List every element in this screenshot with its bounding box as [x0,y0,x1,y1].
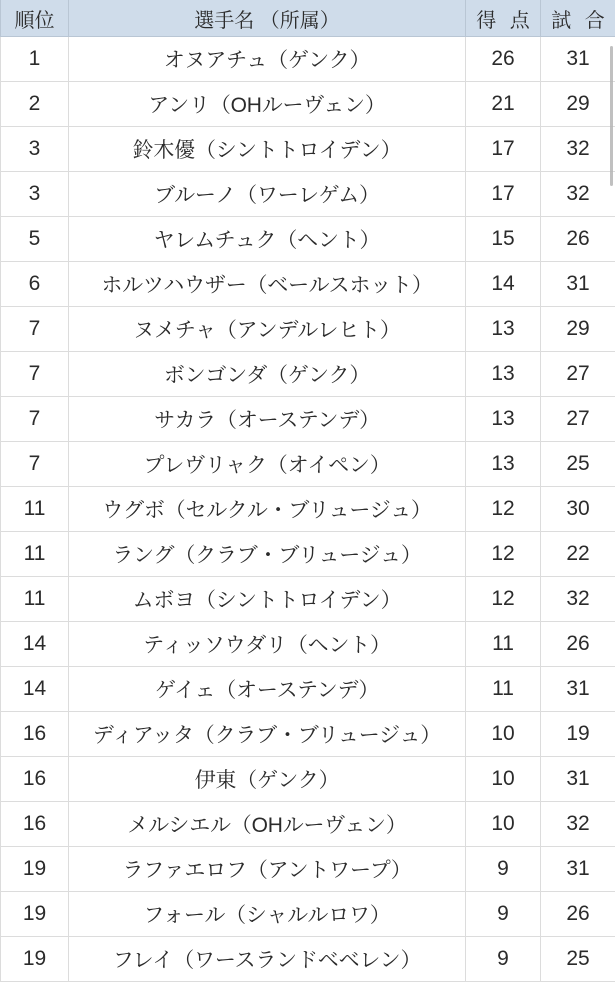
cell-rank: 7 [1,397,69,442]
cell-rank: 11 [1,532,69,577]
cell-player-name: ラング（クラブ・ブリュージュ） [69,532,466,577]
table-body [1,37,615,982]
table-row [1,262,615,307]
cell-goals: 9 [466,937,541,982]
table-row [1,307,615,352]
table-row [1,487,615,532]
table-row [1,667,615,712]
cell-games: 30 [541,487,615,532]
cell-games: 32 [541,127,615,172]
cell-player-name: ウグボ（セルクル・ブリュージュ） [69,487,466,532]
cell-player-name: アンリ（OHルーヴェン） [69,82,466,127]
cell-rank: 16 [1,802,69,847]
cell-rank: 6 [1,262,69,307]
cell-goals: 12 [466,532,541,577]
cell-player-name: 伊東（ゲンク） [69,757,466,802]
table-row [1,577,615,622]
cell-player-name: フレイ（ワースランドベベレン） [69,937,466,982]
cell-rank: 19 [1,847,69,892]
cell-player-name: ラファエロフ（アントワープ） [69,847,466,892]
cell-goals: 17 [466,127,541,172]
cell-goals: 17 [466,172,541,217]
cell-rank: 3 [1,172,69,217]
cell-player-name: ディアッタ（クラブ・ブリュージュ） [69,712,466,757]
scrollbar-thumb[interactable] [610,46,613,186]
cell-goals: 9 [466,847,541,892]
cell-goals: 12 [466,487,541,532]
cell-games: 22 [541,532,615,577]
table-row [1,712,615,757]
cell-games: 31 [541,37,615,82]
table-row [1,937,615,982]
cell-rank: 1 [1,37,69,82]
cell-goals: 12 [466,577,541,622]
column-header-games: 試 合 [541,0,615,37]
cell-goals: 13 [466,307,541,352]
cell-games: 19 [541,712,615,757]
cell-player-name: オヌアチュ（ゲンク） [69,37,466,82]
cell-goals: 15 [466,217,541,262]
cell-player-name: 鈴木優（シントトロイデン） [69,127,466,172]
cell-player-name: ホルツハウザー（ベールスホット） [69,262,466,307]
table-header-row [1,0,615,37]
cell-games: 32 [541,172,615,217]
cell-rank: 7 [1,307,69,352]
cell-games: 25 [541,937,615,982]
table-row [1,892,615,937]
cell-player-name: ゲイェ（オーステンデ） [69,667,466,712]
cell-rank: 5 [1,217,69,262]
column-header-rank: 順位 [1,0,69,37]
table-row [1,82,615,127]
table-row [1,532,615,577]
table-row [1,442,615,487]
cell-goals: 14 [466,262,541,307]
cell-rank: 11 [1,577,69,622]
cell-player-name: ティッソウダリ（ヘント） [69,622,466,667]
cell-goals: 10 [466,757,541,802]
column-header-name: 選手名 （所属） [69,0,466,37]
cell-games: 32 [541,577,615,622]
table-row [1,802,615,847]
cell-games: 26 [541,217,615,262]
cell-games: 31 [541,757,615,802]
table-row [1,757,615,802]
table-header [1,0,615,37]
cell-rank: 19 [1,892,69,937]
cell-goals: 11 [466,667,541,712]
cell-games: 26 [541,622,615,667]
cell-rank: 11 [1,487,69,532]
cell-games: 27 [541,352,615,397]
table-row [1,847,615,892]
cell-games: 32 [541,802,615,847]
cell-games: 31 [541,262,615,307]
cell-rank: 7 [1,352,69,397]
cell-goals: 13 [466,352,541,397]
table-row [1,622,615,667]
cell-player-name: ムボヨ（シントトロイデン） [69,577,466,622]
cell-player-name: ヌメチャ（アンデルレヒト） [69,307,466,352]
cell-rank: 2 [1,82,69,127]
cell-goals: 10 [466,712,541,757]
cell-games: 27 [541,397,615,442]
cell-player-name: ボンゴンダ（ゲンク） [69,352,466,397]
cell-rank: 16 [1,712,69,757]
cell-rank: 19 [1,937,69,982]
cell-games: 31 [541,847,615,892]
cell-player-name: メルシエル（OHルーヴェン） [69,802,466,847]
table-row [1,127,615,172]
cell-goals: 10 [466,802,541,847]
cell-goals: 13 [466,397,541,442]
cell-games: 31 [541,667,615,712]
cell-rank: 7 [1,442,69,487]
cell-player-name: フォール（シャルルロワ） [69,892,466,937]
cell-player-name: ヤレムチュク（ヘント） [69,217,466,262]
cell-rank: 16 [1,757,69,802]
table-row [1,172,615,217]
table-row [1,397,615,442]
cell-goals: 9 [466,892,541,937]
cell-goals: 21 [466,82,541,127]
cell-rank: 14 [1,667,69,712]
cell-games: 25 [541,442,615,487]
table-row [1,37,615,82]
cell-player-name: ブルーノ（ワーレゲム） [69,172,466,217]
cell-player-name: プレヴリャク（オイペン） [69,442,466,487]
column-header-goals: 得 点 [466,0,541,37]
cell-rank: 14 [1,622,69,667]
table-row [1,217,615,262]
cell-player-name: サカラ（オーステンデ） [69,397,466,442]
cell-games: 29 [541,307,615,352]
cell-goals: 11 [466,622,541,667]
cell-games: 26 [541,892,615,937]
cell-games: 29 [541,82,615,127]
cell-rank: 3 [1,127,69,172]
cell-goals: 26 [466,37,541,82]
table-row [1,352,615,397]
cell-goals: 13 [466,442,541,487]
